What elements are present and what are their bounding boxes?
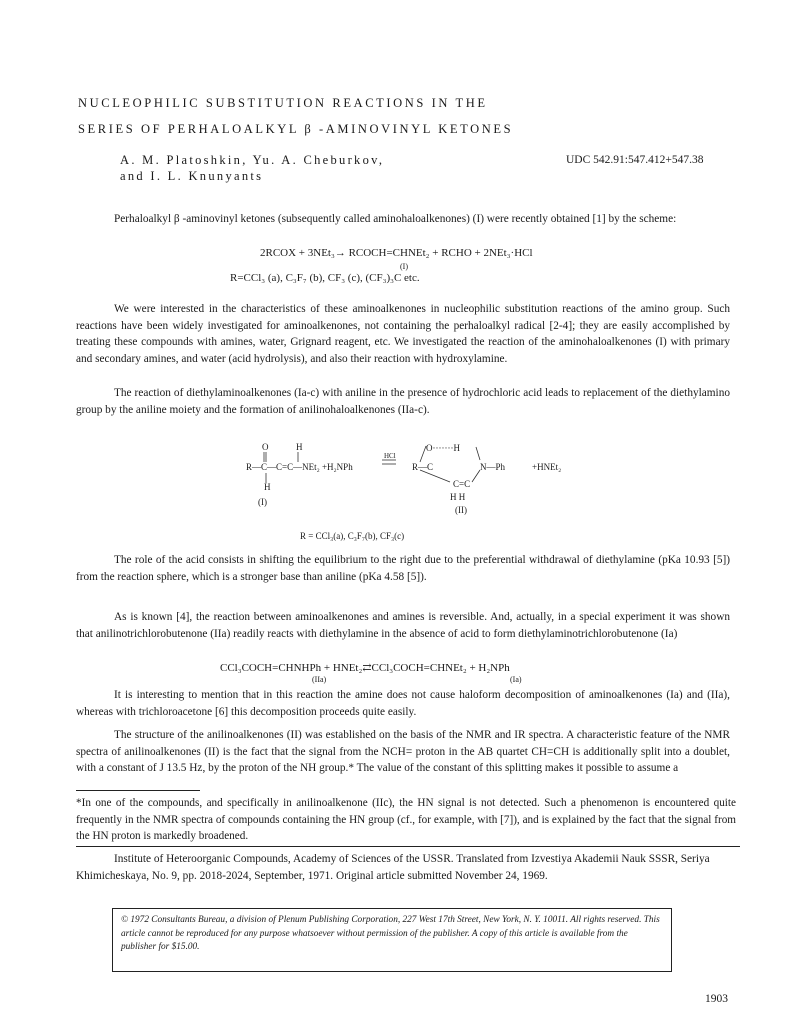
scheme-r-definition: R = CCl₃(a), C₃F₇(b), CF₃(c) <box>300 531 405 541</box>
equation-1-label: (I) <box>400 262 408 271</box>
paragraph-7 <box>76 727 730 777</box>
scheme-ring-oxygen: O·······H <box>426 443 460 453</box>
udc-code: UDC 542.91:547.412+547.38 <box>566 154 704 166</box>
title-line-2: SERIES OF PERHALOALKYL β -AMINOVINYL KETONES <box>78 122 514 136</box>
paragraph-5 <box>76 609 730 642</box>
paragraph-3-text: The reaction of diethylaminoalkenones (Ia-c) with aniline in the presence of hydrochloric acid leads to replacement of the diethylamino group by the aniline moiety and the formation of anilinohaloalkenones (IIa-c). <box>76 387 730 416</box>
scheme-ring-cc: C=C <box>453 479 471 489</box>
equation-2-label-IIa: (IIa) <box>312 675 327 684</box>
copyright-box: © 1972 Consultants Bureau, a division of Plenum Publishing Corporation, 227 West 17th Street, New York, N. Y. 10011. All rights reserved. This article cannot be reproduced for any purpose whatsoever without permission of the publisher. A copy of this article is available from the publisher for $15.00. <box>112 908 672 972</box>
scheme-bonds <box>240 440 560 520</box>
authors-line-1: A. M. Platoshkin, Yu. A. Cheburkov, <box>120 153 385 167</box>
paragraph-2-text: We were interested in the characteristics of these aminoalkenones in nucleophilic substitution reactions of the amino group. Such reactions have been widely investigated for aminoalkenones, not containing the perhaloalkyl radical [2-4]; they are easily accomplished by treating these compounds with amines, water, Grignard reagent, etc. We investigated the reaction of the aminohaloalkenones (I) with primary and secondary amines, and water (acid hydrolysis), and also their reaction with hydroxylamine. <box>76 303 730 365</box>
paragraph-5-text: As is known [4], the reaction between aminoalkenones and amines is reversible. And, actually, in a special experiment it was shown that anilinotrichlorobutenone (IIa) readily reacts with diethylamine in the absence of acid to form diethylaminotrichlorobutenone (Ia) <box>76 611 730 640</box>
intro-paragraph <box>76 211 730 228</box>
institute-text: Institute of Heteroorganic Compounds, Academy of Sciences of the USSR. Translated from Izvestiya Akademii Nauk SSSR, Seriya Khimicheskaya, No. 9, pp. 2018-2024, September, 1971. Original article submitted November 24, 1969. <box>76 853 710 882</box>
scheme-ring-nitrogen: N—Ph <box>480 462 506 472</box>
paragraph-3 <box>76 385 730 418</box>
page-number: 1903 <box>705 993 728 1005</box>
authors-line-2: and I. L. Knunyants <box>120 169 264 183</box>
paragraph-4 <box>76 552 730 585</box>
scheme-label-I: (I) <box>258 497 267 507</box>
paragraph-6 <box>76 687 730 720</box>
scheme-h-bottom: H <box>264 482 271 492</box>
institute-rule <box>76 846 740 847</box>
scheme-byproduct: +HNEt₂ <box>532 462 562 472</box>
scheme-h-top: H <box>296 442 303 452</box>
scheme-reactants: R—C—C=C—NEt₂ +H₂NPh <box>246 462 353 472</box>
paragraph-4-text: The role of the acid consists in shifting the equilibrium to the right due to the preferential withdrawal of diethylamine (pKa 10.93 [5]) from the reaction sphere, which is a stronger base than aniline (pKa 4.58 [5]). <box>76 554 730 583</box>
footnote-rule <box>76 790 200 791</box>
equation-2: CCl₃COCH=CHNHPh + HNEt₂⇄CCl₃COCH=CHNEt₂ + H₂NPh <box>220 662 510 674</box>
scheme-label-II: (II) <box>455 505 467 515</box>
institute-note <box>76 851 736 884</box>
scheme-hcl: HCl <box>384 452 396 460</box>
title-line-1: NUCLEOPHILIC SUBSTITUTION REACTIONS IN THE <box>78 96 488 110</box>
scheme-ring-r: R—C <box>412 462 434 472</box>
paragraph-6-text: It is interesting to mention that in this reaction the amine does not cause haloform decomposition of aminoalkenones (Ia) and (IIa), whereas with trichloroacetone [6] this decomposition proceeds quite easily. <box>76 689 730 718</box>
paragraph-2 <box>76 301 730 367</box>
intro-text: Perhaloalkyl β -aminovinyl ketones (subsequently called aminohaloalkenones) (I) were recently obtained [1] by the scheme: <box>114 213 677 225</box>
scheme-oxygen: O <box>262 442 269 452</box>
equation-2-label-Ia: (Ia) <box>510 675 522 684</box>
equation-1-r-definition: R=CCl₃ (a), C₃F₇ (b), CF₃ (c), (CF₃)₃C etc. <box>230 272 420 284</box>
scheme-ring-h: H H <box>450 492 466 502</box>
footnote: *In one of the compounds, and specifically in anilinoalkenone (IIc), the HN signal is not detected. Such a phenomenon is encountered quite frequently in the NMR spectra of compounds containing the HN group (cf., for example, with [7]), and is explained by the fact that the signal from the HN proton is markedly broadened. <box>76 797 736 842</box>
equation-1: 2RCOX + 3NEt₃→ RCOCH=CHNEt₂ + RCHO + 2NEt₃·HCl <box>260 247 533 259</box>
paragraph-7-text: The structure of the anilinoalkenones (II) was established on the basis of the NMR and IR spectra. A characteristic feature of the NMR spectra of anilinoalkenones (II) is the fact that the signal from the NCH= proton in the AB quartet CH=CH is additionally split into a doublet, with a constant of J 13.5 Hz, by the proton of the NH group.* The value of the constant of this splitting makes it possible to assume a <box>76 729 730 774</box>
